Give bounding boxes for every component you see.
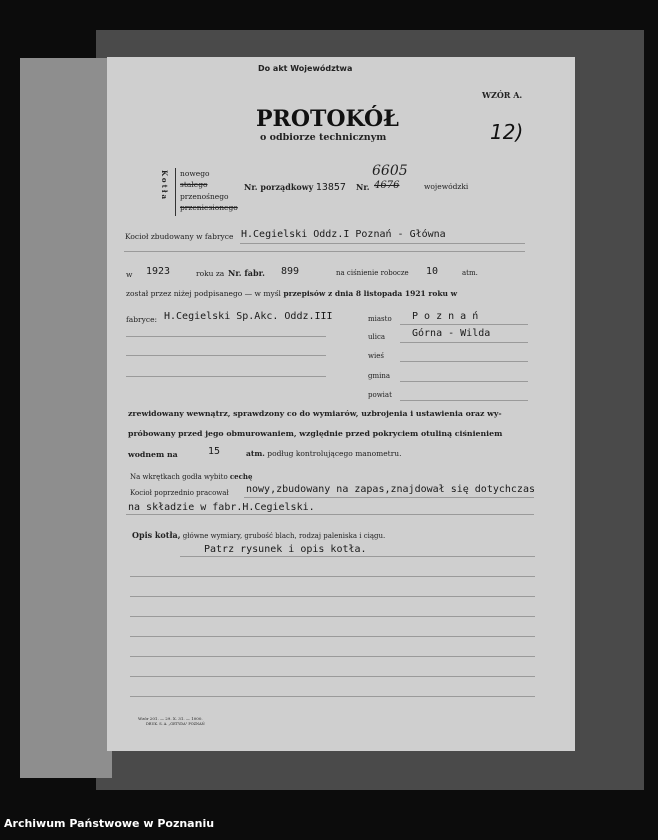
form-label: WZÓR A.: [482, 90, 523, 100]
kotla-label: Kotła: [160, 170, 169, 202]
miasto-value: P o z n a ń: [412, 311, 479, 322]
wodnem-value: 15: [208, 446, 221, 457]
wodnem-label: wodnem na: [128, 450, 178, 459]
opis-label: Opis kotła,: [132, 530, 181, 540]
poprzednio-value2: na składzie w fabr.H.Cegielski.: [128, 502, 315, 513]
nr-crossed: 4676: [374, 180, 400, 191]
nr-label: Nr.: [356, 182, 370, 192]
wodnem-atm: atm.: [246, 449, 265, 458]
wies-label: wieś: [368, 352, 384, 360]
option-przeniesionego: przeniesionego: [180, 203, 238, 212]
row1-label: Kocioł zbudowany w fabryce: [125, 232, 234, 241]
fabryce-value: H.Cegielski Sp.Akc. Oddz.III: [164, 311, 333, 322]
stamp: Do akt Województwa: [258, 64, 353, 73]
para-line1: zrewidowany wewnątrz, sprawdzony co do wymiarów, uzbrojenia i ustawienia oraz wy-: [128, 409, 502, 418]
atm-label: atm.: [462, 269, 478, 277]
powiat-label: powiat: [368, 391, 392, 399]
archive-folder-spine: [20, 58, 112, 778]
w-label: w: [126, 270, 133, 279]
ulica-label: ulica: [368, 333, 386, 341]
nr-handwritten: 6605: [372, 163, 408, 179]
opis-rest: główne wymiary, grubość blach, rodzaj paleniska i ciągu.: [182, 532, 386, 540]
nr-porzadkowy: 13857: [315, 182, 346, 193]
subtitle: o odbiorze technicznym: [260, 132, 387, 143]
page-title: PROTOKÓŁ: [256, 106, 399, 132]
manometr-text: podług kontrolującego manometru.: [267, 449, 402, 458]
ulica-value: Górna - Wilda: [412, 328, 491, 339]
option-stalego: stałego: [180, 180, 208, 189]
handwritten-number: 12): [490, 120, 524, 144]
nr-fabr: 899: [281, 266, 300, 277]
bracket: [175, 168, 176, 216]
godlo-label: Na wkrętkach godła wybito: [130, 473, 228, 481]
para-line2: próbowany przed jego obmurowaniem, względnie przed pokryciem otuliną ciśnieniem: [128, 429, 503, 438]
miasto-label: miasto: [368, 315, 392, 323]
print-info-1: Wzór 201. — 29. X. 31. — 1000.: [138, 716, 203, 721]
option-przenosnego: przenośnego: [180, 192, 229, 201]
option-nowego: nowego: [180, 169, 210, 178]
year: 1923: [146, 266, 171, 277]
poprzednio-value1: nowy,zbudowany na zapas,znajdował się dotychczas: [246, 484, 535, 495]
godlo-value: cechę: [229, 472, 253, 481]
archive-caption: Archiwum Państwowe w Poznaniu: [4, 817, 215, 830]
roku-za-label: roku za: [196, 269, 225, 278]
poprzednio-label: Kocioł poprzednio pracował: [130, 489, 229, 497]
document-page: [107, 57, 575, 751]
fabryce-label: fabryce:: [126, 315, 158, 324]
wojewodzki-label: wojewódzki: [424, 182, 469, 191]
opis-value: Patrz rysunek i opis kotła.: [204, 544, 367, 555]
cisnienie-label: na ciśnienie robocze: [336, 269, 409, 277]
row3-text: został przez niżej podpisanego — w myśl: [126, 289, 281, 298]
row3-bold: przepisów z dnia 8 listopada 1921 roku w: [283, 289, 458, 298]
nr-fabr-label: Nr. fabr.: [228, 268, 265, 278]
cisnienie: 10: [426, 266, 439, 277]
nr-porzadkowy-label: Nr. porządkowy: [244, 182, 314, 192]
print-info-2: DRUK. S. A. „GETYDA" POZNAŃ: [146, 722, 205, 726]
gmina-label: gmina: [368, 372, 391, 380]
factory-value: H.Cegielski Oddz.I Poznań - Główna: [241, 229, 446, 240]
